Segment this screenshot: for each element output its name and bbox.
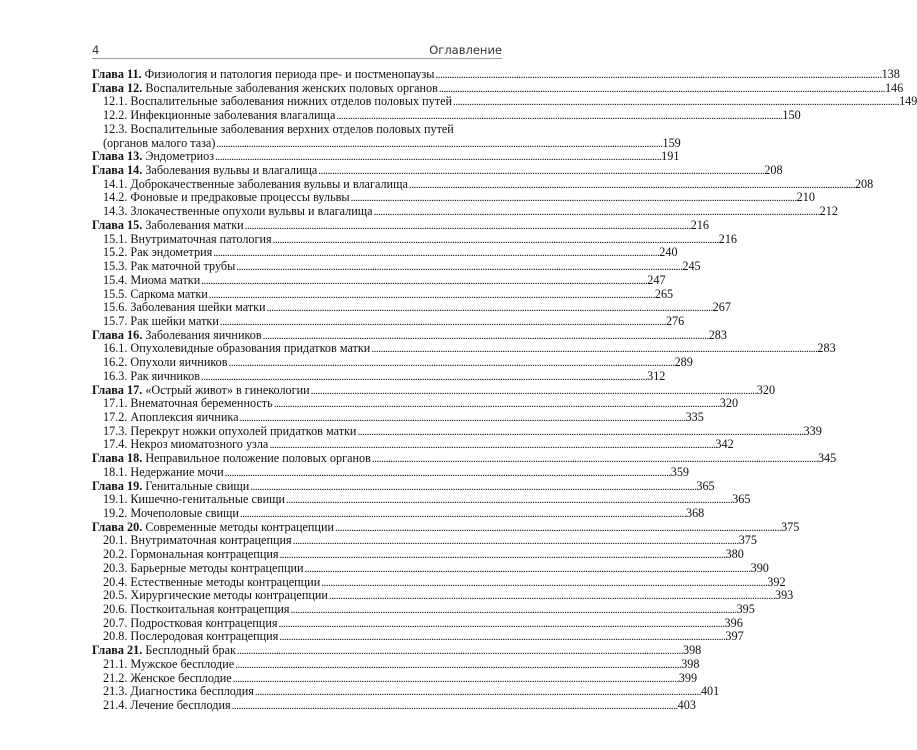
toc-page-number: 368: [685, 506, 705, 520]
toc-page-number: 276: [665, 313, 685, 328]
dot-leader: [269, 438, 714, 452]
toc-section-entry: [92, 547, 744, 562]
dot-leader: [273, 233, 718, 247]
toc-entry-title: 15.1. Внутриматочная патология: [103, 231, 272, 246]
toc-entry-text: [103, 438, 268, 452]
toc-page-number: 146: [884, 80, 904, 95]
dot-leader: [291, 603, 736, 617]
toc-entry-text: [103, 699, 231, 713]
toc-entry-title: 20.6. Посткоитальная контрацепция: [103, 602, 290, 617]
toc-page-number: 398: [681, 656, 700, 671]
toc-entry-title: 19.1. Кишечно-генитальные свищи: [103, 492, 286, 507]
dot-leader: [372, 452, 817, 466]
dot-leader: [216, 137, 661, 151]
toc-entry-text: [103, 178, 408, 192]
dot-leader: [279, 630, 724, 644]
toc-entry-text: [103, 534, 292, 548]
toc-entry-text: [103, 493, 285, 507]
toc-entry-title: Воспалительные заболевания женских половых органов: [145, 80, 438, 95]
toc-page-number: 138: [881, 67, 900, 81]
dot-leader: [318, 164, 763, 178]
toc-page-number: 191: [661, 149, 680, 164]
toc-entry-title: 21.3. Диагностика бесплодия: [103, 684, 254, 699]
toc-section-entry: [92, 355, 693, 370]
toc-chapter-entry: [92, 643, 702, 658]
toc-section-entry: [92, 560, 769, 576]
toc-entry-title: 17.2. Апоплексия яичника: [103, 409, 239, 424]
toc-entry-text: [103, 603, 290, 617]
dot-leader: [374, 205, 819, 219]
toc-section-entry: [92, 684, 720, 699]
toc-entry-title: 20.3. Барьерные методы контрацепции: [103, 560, 304, 575]
dot-leader: [201, 370, 646, 384]
dot-leader: [453, 95, 898, 109]
dot-leader: [278, 617, 723, 631]
toc-page-number: 365: [696, 478, 715, 493]
toc-section-entry: [92, 368, 666, 384]
dot-leader: [335, 521, 780, 535]
chapter-label: Глава 18.: [92, 451, 143, 466]
running-title: Оглавление: [429, 43, 502, 57]
toc-entry-title: 15.3. Рак маточной трубы: [103, 259, 236, 274]
toc-page-number: 320: [756, 382, 776, 397]
toc-entry-text: [103, 370, 200, 384]
toc-page-number: 208: [854, 176, 874, 191]
toc-entry-text: [92, 68, 435, 82]
toc-entry-text: [103, 301, 266, 315]
toc-page-number: 398: [682, 643, 702, 658]
toc-page-number: 320: [719, 396, 739, 411]
toc-chapter-entry: [92, 382, 776, 398]
toc-entry-text: [103, 685, 254, 699]
toc-section-entry: [92, 492, 751, 507]
toc-page-number: 289: [674, 355, 693, 370]
toc-entry-text: [103, 109, 335, 123]
toc-entry-title: Заболевания вульвы и влагалища: [145, 163, 318, 178]
toc-entry-title: Современные методы контрацепции: [145, 519, 335, 534]
toc-page-number: 267: [712, 300, 731, 315]
toc-page-number: 396: [724, 615, 743, 630]
toc-entry-title: 21.2. Женское бесплодие: [103, 670, 232, 685]
dot-leader: [274, 397, 719, 411]
toc-page-number: 240: [659, 245, 678, 260]
toc-section-entry: [92, 396, 739, 411]
dot-leader: [240, 411, 685, 425]
toc-entry-title: 16.1. Опухолевидные образования придатков матки: [103, 341, 371, 356]
toc-entry-title: Физиология и патология периода пре- и постменопаузы: [144, 67, 435, 81]
running-header: [92, 43, 502, 57]
toc-entry-text: [103, 589, 328, 603]
dot-leader: [436, 68, 881, 82]
toc-entry-title: 17.1. Внематочная беременность: [103, 396, 273, 411]
toc-entry-text: [103, 288, 208, 302]
toc-page-number: 401: [700, 684, 720, 699]
toc-section-entry: [92, 602, 755, 617]
toc-section-entry: [92, 533, 757, 548]
toc-entry-text: [103, 246, 212, 260]
table-of-contents: [92, 67, 917, 713]
toc-entry-text: [92, 82, 438, 96]
toc-entry-text: [92, 644, 236, 658]
dot-leader: [263, 329, 708, 343]
toc-entry-text: [92, 480, 249, 494]
toc-entry-text: [103, 137, 215, 151]
toc-entry-text: [92, 452, 371, 466]
toc-section-entry: [92, 506, 705, 521]
toc-page-number: 212: [819, 204, 838, 219]
toc-page-number: 375: [781, 519, 800, 534]
toc-section-entry: [92, 423, 822, 439]
toc-entry-title: 16.3. Рак яичников: [103, 368, 201, 383]
toc-entry-title: 16.2. Опухоли яичников: [103, 355, 228, 370]
toc-entry-text: [103, 205, 373, 219]
toc-page-number: 265: [654, 286, 674, 301]
toc-entry-title: 12.3. Воспалительные заболевания верхних отделов половых путей: [103, 121, 454, 136]
toc-page-number: 403: [677, 698, 696, 713]
toc-chapter-entry: [92, 163, 783, 178]
toc-entry-text: [103, 95, 452, 109]
toc-page-number: 208: [764, 163, 783, 178]
toc-page-number: 216: [718, 231, 737, 246]
toc-section-entry: [92, 670, 698, 686]
toc-entry-title: 20.7. Подростковая контрацепция: [103, 615, 278, 630]
toc-entry-title: 12.2. Инфекционные заболевания влагалища: [103, 108, 336, 123]
toc-section-entry: [92, 656, 700, 672]
toc-section-entry: [92, 204, 838, 219]
toc-entry-text: [103, 548, 278, 562]
chapter-label: Глава 19.: [92, 478, 143, 493]
toc-entry-title: (органов малого таза): [103, 135, 216, 150]
dot-leader: [250, 480, 695, 494]
toc-page-number: 216: [690, 217, 710, 232]
dot-leader: [225, 466, 670, 480]
dot-leader: [237, 644, 682, 658]
dot-leader: [286, 493, 731, 507]
toc-entry-text: [103, 411, 239, 425]
toc-section-entry: [92, 123, 502, 137]
toc-entry-text: [92, 329, 262, 343]
toc-entry-title: 15.6. Заболевания шейки матки: [103, 300, 266, 315]
toc-section-entry: [92, 108, 801, 123]
toc-page-number: 335: [685, 409, 704, 424]
dot-leader: [439, 82, 884, 96]
chapter-label: Глава 17.: [92, 382, 143, 397]
toc-entry-text: [103, 397, 273, 411]
toc-section-entry: [92, 259, 701, 274]
toc-entry-title: 19.2. Мочеполовые свищи: [103, 506, 239, 520]
toc-page-number: 390: [750, 560, 769, 575]
toc-entry-text: [103, 672, 232, 686]
toc-entry-text: [92, 164, 317, 178]
toc-entry-title: Неправильное положение половых органов: [145, 451, 371, 466]
dot-leader: [233, 672, 678, 686]
dot-leader: [267, 301, 712, 315]
toc-entry-text: [92, 219, 244, 233]
toc-page-number: 283: [817, 341, 836, 356]
toc-entry-text: [103, 425, 356, 439]
toc-entry-text: [92, 384, 310, 398]
toc-chapter-entry: [92, 478, 715, 494]
toc-section-entry: [92, 94, 917, 109]
dot-leader: [329, 589, 774, 603]
chapter-label: Глава 15.: [92, 217, 143, 232]
toc-entry-text: [103, 630, 278, 644]
toc-section-entry: [92, 574, 786, 590]
dot-leader: [305, 562, 750, 576]
toc-entry-title: 21.4. Лечение бесплодия: [103, 698, 231, 713]
dot-leader: [357, 425, 802, 439]
toc-section-entry: [92, 245, 678, 260]
toc-entry-title: 17.3. Перекрут ножки опухолей придатков матки: [103, 423, 357, 438]
toc-page-number: 392: [767, 574, 786, 589]
chapter-label: Глава 14.: [92, 163, 143, 178]
toc-entry-title: Заболевания яичников: [145, 327, 262, 342]
chapter-label: Глава 20.: [92, 519, 143, 534]
chapter-label: Глава 12.: [92, 80, 143, 95]
toc-page-number: 149: [899, 94, 917, 109]
dot-leader: [209, 288, 654, 302]
toc-entry-text: [103, 260, 235, 274]
toc-entry-title: 17.4. Некроз миоматозного узла: [103, 437, 269, 452]
toc-entry-title: Бесплодный брак: [145, 643, 236, 658]
toc-entry-title: 18.1. Недержание мочи: [103, 464, 224, 479]
dot-leader: [245, 219, 690, 233]
toc-page-number: 397: [725, 629, 744, 644]
toc-entry-text: [103, 507, 239, 521]
toc-section-entry: [92, 464, 689, 480]
toc-chapter-entry: [92, 217, 710, 233]
toc-page-number: 150: [782, 108, 801, 123]
toc-page-number: 342: [715, 437, 734, 452]
toc-section-entry: [92, 615, 743, 631]
toc-page-number: 312: [647, 368, 666, 383]
dot-leader: [240, 507, 685, 521]
toc-entry-title: 15.5. Саркома матки: [103, 286, 208, 301]
toc-page-number: 245: [682, 259, 701, 274]
toc-section-entry: [92, 286, 674, 302]
toc-entry-text: [103, 274, 200, 288]
header-rule: [92, 58, 502, 59]
toc-entry-title: 20.2. Гормональная контрацепция: [103, 547, 279, 562]
toc-entry-title: 14.3. Злокачественные опухоли вульвы и влагалища: [103, 204, 373, 219]
toc-page-number: 247: [647, 272, 666, 287]
dot-leader: [201, 274, 646, 288]
toc-chapter-entry: [92, 451, 837, 466]
chapter-label: Глава 21.: [92, 643, 143, 658]
dot-leader: [409, 178, 854, 192]
dot-leader: [213, 246, 658, 260]
page-number: 4: [92, 43, 100, 57]
dot-leader: [255, 685, 700, 699]
dot-leader: [293, 534, 738, 548]
toc-entry-title: 12.1. Воспалительные заболевания нижних отделов половых путей: [103, 94, 453, 109]
toc-section-entry: [92, 272, 666, 288]
dot-leader: [321, 576, 766, 590]
toc-page-number: 399: [678, 670, 698, 685]
toc-chapter-entry: [92, 149, 680, 164]
toc-section-entry: [92, 313, 685, 329]
dot-leader: [229, 356, 674, 370]
dot-leader: [311, 384, 756, 398]
toc-entry-title: Эндометриоз: [145, 149, 215, 164]
dot-leader: [232, 699, 677, 713]
toc-entry-text: [103, 315, 219, 329]
toc-page-number: 283: [708, 327, 727, 342]
toc-page-number: 375: [738, 533, 757, 548]
toc-section-entry: [92, 231, 737, 247]
toc-page-number: 393: [774, 588, 794, 603]
toc-entry-text: [103, 123, 454, 137]
chapter-label: Глава 13.: [92, 149, 143, 164]
toc-entry-title: 20.8. Послеродовая контрацепция: [103, 629, 279, 644]
toc-entry-title: Генитальные свищи: [145, 478, 250, 493]
toc-entry-title: Заболевания матки: [145, 217, 244, 232]
toc-entry-title: 15.4. Миома матки: [103, 272, 201, 287]
toc-entry-text: [92, 521, 334, 535]
toc-page-number: 210: [796, 190, 815, 205]
toc-section-entry: [92, 698, 696, 713]
dot-leader: [236, 260, 681, 274]
toc-entry-title: 20.1. Внутриматочная контрацепция: [103, 533, 292, 548]
dot-leader: [220, 315, 665, 329]
toc-entry-text: [103, 233, 272, 247]
toc-entry-text: [103, 356, 228, 370]
toc-section-entry: [92, 341, 836, 356]
toc-page-number: 380: [725, 547, 744, 562]
toc-entry-title: 15.7. Рак шейки матки: [103, 313, 219, 328]
toc-entry-text: [103, 576, 320, 590]
toc-entry-title: 20.5. Хирургические методы контрацепции: [103, 588, 328, 603]
toc-page-number: 345: [817, 451, 837, 466]
toc-entry-text: [103, 658, 234, 672]
toc-chapter-entry: [92, 67, 900, 82]
dot-leader: [279, 548, 724, 562]
toc-chapter-entry: [92, 519, 800, 535]
toc-section-entry: [92, 135, 681, 151]
dot-leader: [235, 658, 680, 672]
toc-section-entry: [92, 409, 704, 425]
dot-leader: [371, 342, 816, 356]
toc-entry-title: 14.1. Доброкачественные заболевания вульвы и влагалища: [103, 176, 408, 191]
toc-entry-text: [103, 342, 370, 356]
toc-entry-text: [92, 150, 214, 164]
toc-entry-title: «Острый живот» в гинекологии: [145, 382, 310, 397]
toc-section-entry: [92, 176, 874, 192]
toc-section-entry: [92, 300, 731, 315]
toc-entry-title: 21.1. Мужское бесплодие: [103, 656, 235, 671]
toc-chapter-entry: [92, 327, 727, 343]
dot-leader: [215, 150, 660, 164]
toc-page-number: 339: [803, 423, 822, 438]
toc-entry-text: [103, 191, 350, 205]
toc-page-number: 159: [662, 135, 681, 150]
dot-leader: [351, 191, 796, 205]
toc-page-number: 395: [736, 602, 755, 617]
toc-page-number: 359: [670, 464, 689, 479]
toc-section-entry: [92, 437, 734, 452]
toc-entry-title: 15.2. Рак эндометрия: [103, 245, 213, 260]
toc-entry-title: 20.4. Естественные методы контрацепции: [103, 574, 321, 589]
toc-entry-title: 14.2. Фоновые и предраковые процессы вульвы: [103, 190, 350, 205]
toc-section-entry: [92, 588, 794, 603]
chapter-label: Глава 11.: [92, 67, 142, 81]
toc-section-entry: [92, 629, 744, 644]
toc-entry-text: [103, 617, 277, 631]
toc-entry-text: [103, 562, 304, 576]
toc-entry-text: [103, 466, 224, 480]
chapter-label: Глава 16.: [92, 327, 143, 342]
toc-page-number: 365: [732, 492, 751, 507]
toc-section-entry: [92, 190, 815, 205]
toc-chapter-entry: [92, 80, 904, 96]
dot-leader: [336, 109, 781, 123]
